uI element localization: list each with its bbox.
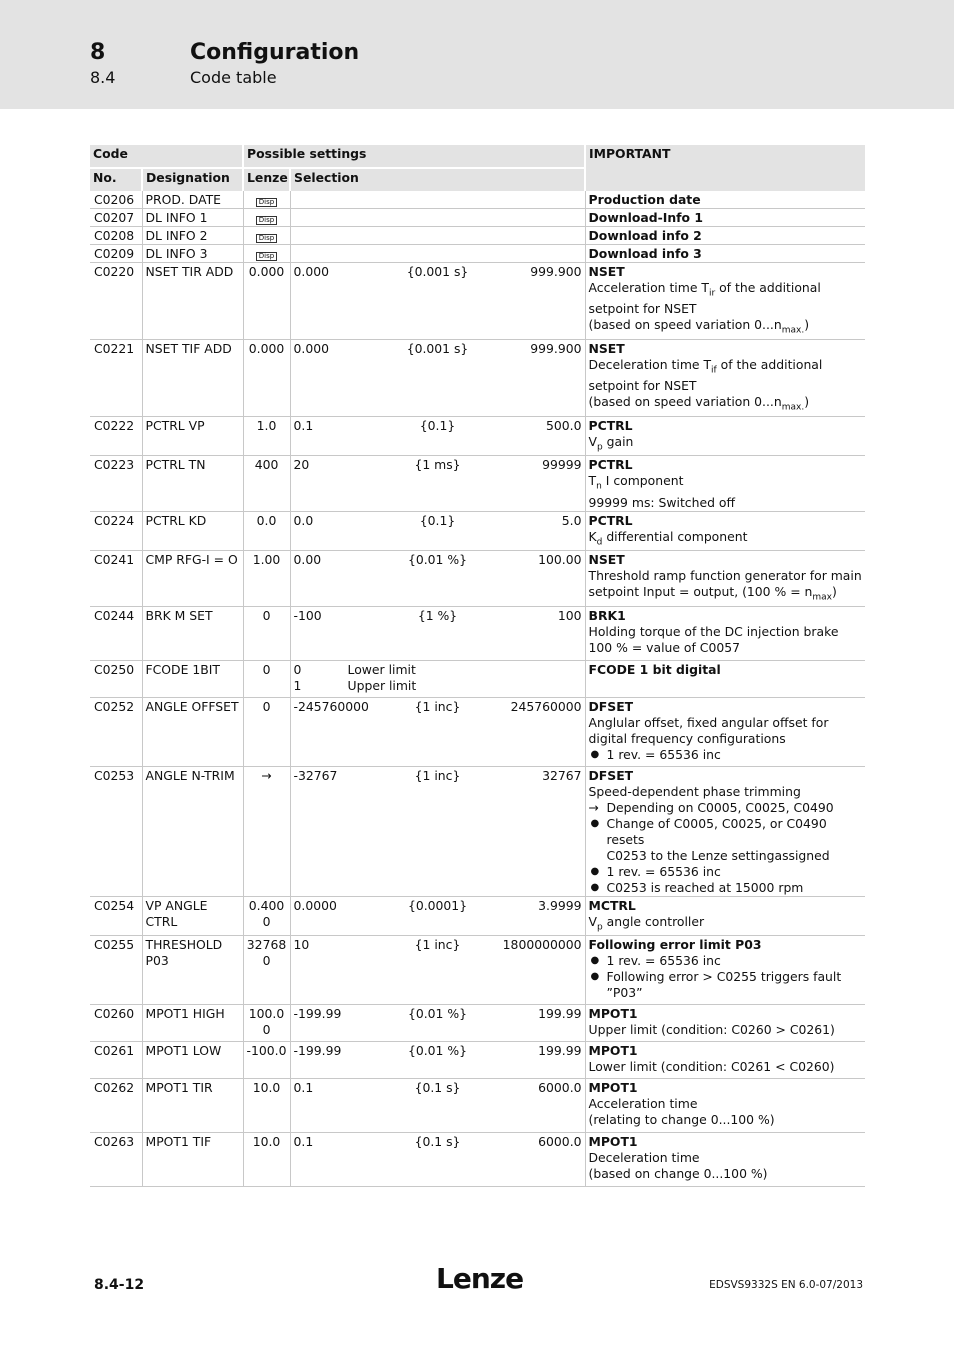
important-text: $T_n$ I component: [588, 473, 684, 492]
lenze-value: 400: [243, 456, 290, 511]
selection-min: 10: [293, 937, 310, 953]
important-text: (based on speed variation $0...n_{max.}$): [588, 394, 810, 413]
table-row: [90, 511, 865, 550]
selection-max: 199.99: [538, 1043, 582, 1059]
designation: CMP RFG-I = O: [142, 551, 243, 606]
important-title: FCODE 1 bit digital: [588, 661, 721, 677]
important-text: (relating to change 0...100 %): [588, 1112, 775, 1128]
section-title: Code table: [190, 68, 277, 87]
lenze-value: 10.0: [243, 1079, 290, 1133]
selection-max: 999.900: [530, 340, 582, 356]
table-row: [90, 697, 865, 766]
display-only-icon: Disp: [256, 216, 277, 225]
important-title: MPOT1: [588, 1043, 638, 1059]
important-text: $V_p$ angle controller: [588, 913, 705, 933]
table-row: [90, 551, 865, 606]
designation: PCTRL KD: [142, 511, 243, 550]
code-no: C0208: [94, 228, 135, 243]
selection-step: {0.1}: [419, 417, 456, 433]
document-id: EDSVS9332S EN 6.0-07/2013: [709, 1279, 863, 1291]
selection-max: 100: [557, 607, 582, 623]
code-no: C0221: [94, 340, 135, 356]
table-row: [90, 263, 865, 340]
code-no: C0250: [94, 661, 135, 677]
arrow-item: → Depending on C0005, C0025, C0490: [589, 800, 863, 816]
designation: VP ANGLE CTRL: [142, 896, 243, 935]
code-no: C0255: [94, 937, 135, 953]
important-title: PCTRL: [588, 417, 633, 433]
header-lenze: Lenze: [243, 168, 290, 191]
important-text: setpoint Input = output, (100 % = $n_{max}$): [588, 584, 837, 603]
code-no: C0261: [94, 1043, 135, 1059]
important-title: MPOT1: [588, 1134, 638, 1150]
selection-max: 500.0: [546, 417, 582, 433]
selection-step: {1 inc}: [414, 937, 461, 953]
important-text: digital frequency configurations: [588, 730, 786, 746]
important-text: setpoint for NSET: [588, 378, 697, 394]
selection-max: 5.0: [561, 512, 582, 528]
selection-option: 1 Upper limit: [293, 677, 417, 693]
lenze-value: 10.0: [243, 1133, 290, 1187]
important-title: Production date: [588, 192, 701, 207]
important-title: DFSET: [588, 698, 634, 714]
selection-range: [294, 1006, 582, 1022]
lenze-value: 1.0: [243, 416, 290, 455]
bullet-item: ● Following error > C0255 triggers fault ”P03”: [589, 969, 863, 1001]
selection-step: {1 %}: [417, 607, 458, 623]
selection-min: -199.99: [293, 1006, 342, 1022]
bullet-item: ● 1 rev. = 65536 inc: [589, 864, 863, 880]
important-text: Deceleration time: [588, 1150, 700, 1166]
chapter-title: Configuration: [190, 40, 360, 65]
important-title: Following error limit P03: [588, 937, 762, 953]
designation: DL INFO 1: [142, 209, 243, 227]
bullet-item: ● Change of C0005, C0025, or C0490 resets C0253 to the Lenze settingassigned: [589, 816, 863, 864]
selection-max: 245760000: [510, 698, 582, 714]
code-no: C0244: [94, 607, 135, 623]
bullet-item: ● C0253 is reached at 15000 rpm: [589, 880, 863, 896]
selection-step: {0.001 s}: [406, 340, 469, 356]
table-row: [90, 766, 865, 896]
lenze-value: 0: [243, 697, 290, 766]
important-title: PCTRL: [588, 512, 633, 528]
designation: ANGLE OFFSET: [142, 697, 243, 766]
lenze-value: 0: [243, 606, 290, 660]
page-number: 8.4-12: [94, 1277, 145, 1293]
selection-range: [294, 937, 582, 953]
selection-range: [294, 341, 582, 357]
bullet-item: ● 1 rev. = 65536 inc: [589, 953, 863, 969]
important-title: MPOT1: [588, 1006, 638, 1022]
selection-max: 100.00: [538, 552, 582, 568]
display-only-icon: Disp: [256, 198, 277, 207]
selection-range: [294, 264, 582, 280]
designation: PCTRL TN: [142, 456, 243, 511]
header-selection: Selection: [290, 168, 585, 191]
code-no: C0241: [94, 552, 135, 568]
designation: DL INFO 2: [142, 227, 243, 245]
selection-range: [294, 1043, 582, 1059]
lenze-value: 0.000: [243, 263, 290, 340]
important-title: NSET: [588, 264, 625, 279]
selection-max: 999.900: [530, 264, 582, 279]
lenze-value: 1.00: [243, 551, 290, 606]
selection-max: 6000.0: [538, 1080, 582, 1096]
important-text: Deceleration time $T_{if}$ of the additional: [588, 356, 823, 376]
lenze-value: 0.0: [243, 511, 290, 550]
selection-max: 199.99: [538, 1006, 582, 1022]
selection-max: 32767: [542, 767, 582, 783]
important-text: (based on change 0...100 %): [588, 1166, 768, 1182]
important-text: setpoint for NSET: [588, 301, 697, 317]
table-row: [90, 1042, 865, 1079]
selection-min: 0.00: [293, 552, 322, 568]
designation: MPOT1 HIGH: [142, 1005, 243, 1042]
designation: BRK M SET: [142, 606, 243, 660]
selection-min: -32767: [293, 767, 338, 783]
important-text: Speed-dependent phase trimming: [588, 783, 801, 799]
section-number: 8.4: [90, 68, 116, 87]
code-table: [90, 145, 865, 1187]
code-no: C0206: [94, 192, 135, 207]
important-text: $V_p$ gain: [588, 433, 634, 453]
designation: NSET TIF ADD: [142, 339, 243, 416]
table-row: [90, 339, 865, 416]
code-no: C0252: [94, 698, 135, 714]
designation: ANGLE N-TRIM: [142, 766, 243, 896]
lenze-value: 100.0 0: [243, 1005, 290, 1042]
selection-max: 6000.0: [538, 1134, 582, 1150]
designation: DL INFO 3: [142, 245, 243, 263]
important-title: Download info 3: [588, 246, 702, 261]
header-possible-settings: Possible settings: [243, 145, 585, 168]
selection-range: [294, 418, 582, 434]
chapter-number: 8: [90, 40, 106, 65]
table-row: [90, 209, 865, 227]
important-title: NSET: [588, 552, 625, 568]
display-only-icon: Disp: [256, 252, 277, 261]
selection-min: -199.99: [293, 1043, 342, 1059]
important-title: NSET: [588, 340, 625, 356]
important-text: $K_d$ differential component: [588, 528, 748, 548]
display-only-icon: Disp: [256, 234, 277, 243]
selection-min: 0.000: [293, 264, 329, 279]
selection-step: {0.1}: [419, 512, 456, 528]
selection-min: 0.1: [293, 1134, 314, 1150]
designation: MPOT1 TIR: [142, 1079, 243, 1133]
table-row: [90, 936, 865, 1005]
important-title: PCTRL: [588, 457, 633, 473]
selection-range: [294, 513, 582, 529]
important-text: Threshold ramp function generator for main: [588, 568, 862, 584]
important-text: Upper limit (condition: C0260 > C0261): [588, 1022, 835, 1038]
selection-range: [294, 457, 582, 473]
table-row: [90, 191, 865, 209]
code-no: C0254: [94, 897, 135, 913]
lenze-value: 0.000: [243, 339, 290, 416]
selection-max: 99999: [542, 457, 582, 473]
header-code: Code: [90, 145, 243, 168]
important-text: 99999 ms: Switched off: [588, 494, 736, 510]
selection-step: {1 inc}: [414, 698, 461, 714]
selection-option: 0 Lower limit: [293, 661, 416, 677]
designation: NSET TIR ADD: [142, 263, 243, 340]
selection-range: [294, 1080, 582, 1096]
designation: MPOT1 LOW: [142, 1042, 243, 1079]
code-no: C0262: [94, 1080, 135, 1096]
table-row: [90, 456, 865, 511]
selection-min: 0.1: [293, 1080, 314, 1096]
selection-min: -245760000: [293, 698, 369, 714]
selection-max: 3.9999: [538, 897, 582, 913]
important-title: MCTRL: [588, 897, 636, 913]
page-header: [0, 0, 954, 109]
designation: PCTRL VP: [142, 416, 243, 455]
code-no: C0253: [94, 767, 135, 783]
important-text: (based on speed variation $0...n_{max.}$): [588, 317, 810, 336]
selection-step: {0.01 %}: [407, 1043, 468, 1059]
selection-step: {1 inc}: [414, 767, 461, 783]
header-no: No.: [90, 168, 142, 191]
important-text: Holding torque of the DC injection brake: [588, 623, 839, 639]
code-no: C0207: [94, 210, 135, 225]
lenze-value: 0.400 0: [243, 896, 290, 935]
important-text: 100 % = value of C0057: [588, 639, 740, 655]
table-row: [90, 416, 865, 455]
selection-min: 0.000: [293, 340, 329, 356]
arrow-right-icon: →: [243, 766, 290, 896]
designation: THRESHOLD P03: [142, 936, 243, 1005]
table-row: [90, 227, 865, 245]
selection-range: [294, 552, 582, 568]
header-designation: Designation: [142, 168, 243, 191]
selection-step: {0.01 %}: [407, 1006, 468, 1022]
selection-step: {0.1 s}: [414, 1134, 461, 1150]
table-row: [90, 245, 865, 263]
table-row: [90, 1079, 865, 1133]
lenze-value: 32768 0: [243, 936, 290, 1005]
code-no: C0209: [94, 246, 135, 261]
important-text: Lower limit (condition: C0261 < C0260): [588, 1059, 835, 1075]
designation: PROD. DATE: [142, 191, 243, 209]
selection-step: {0.1 s}: [414, 1080, 461, 1096]
selection-min: 0.1: [293, 417, 314, 433]
designation: FCODE 1BIT: [142, 660, 243, 697]
table-row: [90, 606, 865, 660]
code-no: C0263: [94, 1134, 135, 1150]
selection-max: 1800000000: [502, 937, 582, 953]
selection-step: {0.0001}: [407, 897, 468, 913]
important-title: BRK1: [588, 607, 626, 623]
header-important: IMPORTANT: [585, 145, 865, 191]
selection-min: 0.0000: [293, 897, 337, 913]
table-row: [90, 660, 865, 697]
table-row: [90, 1133, 865, 1187]
important-text: Acceleration time: [588, 1096, 698, 1112]
lenze-value: 0: [243, 660, 290, 697]
lenze-value: -100.0: [243, 1042, 290, 1079]
selection-step: {0.001 s}: [406, 264, 469, 279]
selection-min: 0.0: [293, 512, 314, 528]
selection-min: -100: [293, 607, 322, 623]
table-row: [90, 896, 865, 935]
selection-range: [294, 768, 582, 784]
selection-step: {1 ms}: [414, 457, 461, 473]
selection-range: [294, 1134, 582, 1150]
important-title: MPOT1: [588, 1080, 638, 1096]
important-title: DFSET: [588, 767, 634, 783]
important-title: Download-Info 1: [588, 210, 703, 225]
selection-step: {0.01 %}: [407, 552, 468, 568]
table-row: [90, 1005, 865, 1042]
designation: MPOT1 TIF: [142, 1133, 243, 1187]
selection-range: [294, 898, 582, 914]
code-no: C0220: [94, 264, 135, 279]
selection-range: [294, 608, 582, 624]
selection-range: [294, 699, 582, 715]
selection-min: 20: [293, 457, 310, 473]
important-text: Anglular offset, fixed angular offset for: [588, 714, 829, 730]
bullet-item: ● 1 rev. = 65536 inc: [589, 747, 863, 763]
code-no: C0224: [94, 512, 135, 528]
important-text: Acceleration time $T_{ir}$ of the additional: [588, 280, 821, 299]
code-no: C0260: [94, 1006, 135, 1022]
code-no: C0222: [94, 417, 135, 433]
code-no: C0223: [94, 457, 135, 473]
important-title: Download info 2: [588, 228, 702, 243]
lenze-logo: Lenze: [436, 1262, 524, 1295]
